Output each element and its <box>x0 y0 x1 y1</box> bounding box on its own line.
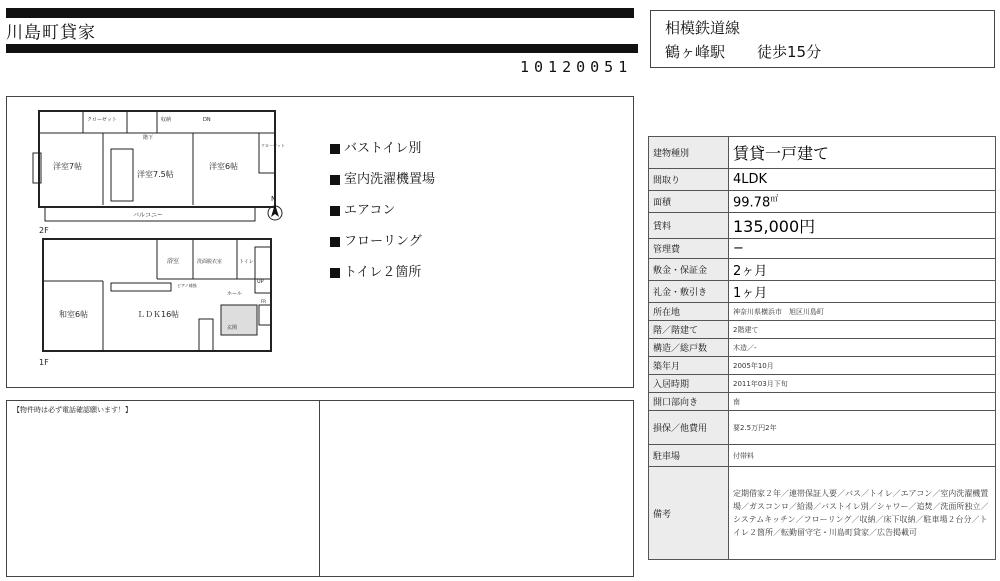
spec-label: 敷金・保証金 <box>649 259 729 281</box>
stair-2f <box>111 149 133 201</box>
spec-value: − <box>729 239 996 259</box>
feature-item: 室内洗濯機置場 <box>330 171 435 202</box>
spec-row <box>649 357 996 375</box>
station-walk-time: 徒歩15分 <box>757 43 822 61</box>
room-label: 和室6帖 <box>59 310 89 319</box>
spec-row <box>649 467 996 560</box>
bullet-square-icon <box>330 175 340 185</box>
spec-label: 面積 <box>649 191 729 213</box>
spec-label: 築年月 <box>649 357 729 375</box>
stair-1f <box>255 247 271 293</box>
spec-label: 賃料 <box>649 213 729 239</box>
spec-value: 1ヶ月 <box>729 281 996 303</box>
spec-value: 135,000円 <box>729 213 996 239</box>
spec-row <box>649 303 996 321</box>
floor-label-1f: 1F <box>39 358 49 367</box>
spec-row <box>649 259 996 281</box>
spec-label: 階／階建て <box>649 321 729 339</box>
spec-label: 所在地 <box>649 303 729 321</box>
spec-value: 2011年03月下旬 <box>729 375 996 393</box>
room-label: ピアノ補強 <box>177 283 197 288</box>
spec-value: 付帯料 <box>729 445 996 467</box>
bullet-square-icon <box>330 206 340 216</box>
spec-value: 2階建て <box>729 321 996 339</box>
spec-label: 構造／総戸数 <box>649 339 729 357</box>
room-label: 玄関 <box>227 325 238 331</box>
station-box <box>650 10 995 68</box>
floorplan-drawing <box>7 97 307 389</box>
spec-label: 入居時期 <box>649 375 729 393</box>
spec-value: 2ヶ月 <box>729 259 996 281</box>
room-label: バルコニー <box>133 212 164 219</box>
spec-label: 建物種別 <box>649 137 729 169</box>
floor-label-2f: 2F <box>39 226 49 235</box>
closet-2f <box>259 133 275 173</box>
room-label: クローゼット <box>261 143 285 148</box>
room-label: UP <box>257 279 264 285</box>
room-label: DN <box>203 117 211 123</box>
spec-value: 2005年10月 <box>729 357 996 375</box>
spec-table <box>648 136 996 560</box>
room-label: 浴室 <box>167 258 180 265</box>
floorplan-panel <box>6 96 634 388</box>
room-label: 収納 <box>161 117 172 123</box>
room-label: FR <box>261 299 267 304</box>
spec-row <box>649 393 996 411</box>
spec-value: 神奈川県横浜市 旭区川島町 <box>729 303 996 321</box>
entry-step <box>259 305 271 325</box>
bullet-square-icon <box>330 268 340 278</box>
spec-value: 要2.5万円2年 <box>729 411 996 445</box>
spec-value: 4LDK <box>729 169 996 191</box>
spec-row <box>649 213 996 239</box>
room-label: 洋室7.5帖 <box>137 170 174 179</box>
notes-divider <box>319 401 320 576</box>
spec-value: 定期借家２年／連帯保証人要／バス／トイレ／エアコン／室内洗濯機置場／ガスコンロ／給湯／バストイレ別／シャワー／追焚／洗面所独立／システムキッチン／フローリング／収納／床下収納／駐車場２台分／トイレ２箇所／転勤留守宅・川島町貸家／広告掲載可 <box>729 467 996 560</box>
notes-label: 【物件時は必ず電話確認願います！】 <box>13 406 132 414</box>
spec-value: 南 <box>729 393 996 411</box>
spec-row <box>649 411 996 445</box>
spec-label: 間取り <box>649 169 729 191</box>
room-label: ＬＤＫ16帖 <box>137 310 180 319</box>
room-label: 洋室7帖 <box>53 162 83 171</box>
bullet-square-icon <box>330 144 340 154</box>
spec-label: 損保／他費用 <box>649 411 729 445</box>
station-name: 鶴ヶ峰駅 <box>665 43 726 61</box>
room-label: トイレ <box>239 259 254 265</box>
spec-label: 開口部向き <box>649 393 729 411</box>
spec-row <box>649 445 996 467</box>
spec-row <box>649 191 996 213</box>
spec-row <box>649 375 996 393</box>
room-label: 階下 <box>143 135 154 141</box>
feature-list <box>330 140 435 295</box>
spec-row <box>649 281 996 303</box>
spec-value: 99.78㎡ <box>729 191 996 213</box>
spec-value: 賃貸一戸建て <box>729 137 996 169</box>
page-title: 川島町貸家 <box>6 23 96 43</box>
spec-label: 礼金・敷引き <box>649 281 729 303</box>
feature-item: バストイレ別 <box>330 140 435 171</box>
feature-item: トイレ２箇所 <box>330 264 435 295</box>
spec-label: 管理費 <box>649 239 729 259</box>
notes-panel <box>6 400 634 577</box>
station-line: 相模鉄道線 <box>665 19 741 37</box>
spec-row <box>649 137 996 169</box>
spec-row <box>649 339 996 357</box>
spec-label: 備考 <box>649 467 729 560</box>
spec-value: 木造／- <box>729 339 996 357</box>
storage-1f <box>199 319 213 351</box>
spec-row <box>649 169 996 191</box>
header-bar-bottom <box>6 44 638 53</box>
header-bar-top <box>6 8 634 18</box>
kitchen-counter <box>111 283 171 291</box>
room-label: 洋室6帖 <box>209 162 239 171</box>
feature-item: エアコン <box>330 202 435 233</box>
bullet-square-icon <box>330 237 340 247</box>
spec-label: 駐車場 <box>649 445 729 467</box>
room-label: 洗面脱衣室 <box>197 259 223 265</box>
north-label: N <box>271 195 277 203</box>
room-label: ホール <box>227 291 242 297</box>
spec-row <box>649 239 996 259</box>
feature-item: フローリング <box>330 233 435 264</box>
room-label: クローゼット <box>87 117 117 123</box>
north-arrow-icon <box>268 195 282 220</box>
property-id: 10120051 <box>520 58 633 76</box>
spec-row <box>649 321 996 339</box>
